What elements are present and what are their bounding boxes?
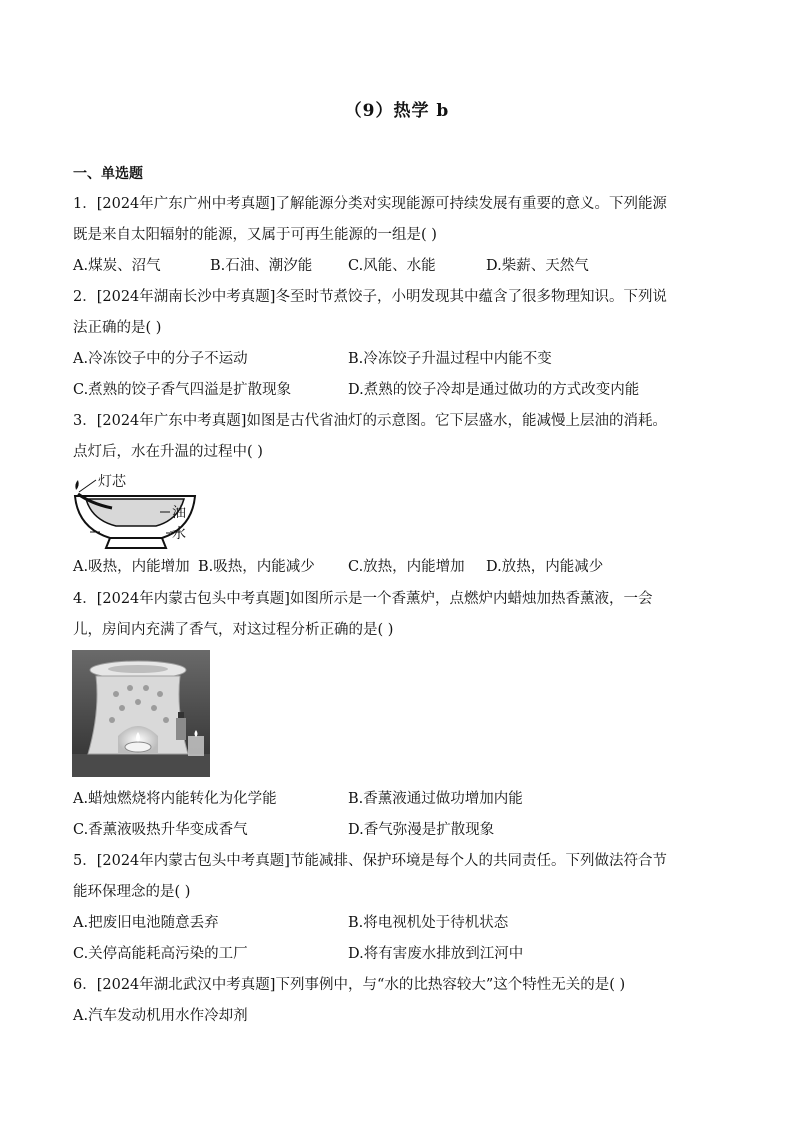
question-5-text-line-2: 能环保理念的是( )	[73, 884, 191, 900]
question-4-option-c: C.香薰液吸热升华变成香气	[73, 822, 248, 838]
question-2-text-line-1: 2．[2024年湖南长沙中考真题]冬至时节煮饺子，小明发现其中蕴含了很多物理知识。下列说	[73, 289, 667, 305]
section-title: 一、单选题	[73, 166, 143, 182]
question-2-text-line-2: 法正确的是( )	[73, 320, 162, 336]
question-2-option-d: D.煮熟的饺子冷却是通过做功的方式改变内能	[348, 382, 640, 398]
question-3-text-line-1: 3．[2024年广东中考真题]如图是古代省油灯的示意图。它下层盛水，能减慢上层油的消耗。	[73, 413, 667, 429]
question-5-option-c: C.关停高能耗高污染的工厂	[73, 946, 248, 962]
question-5-option-b: B.将电视机处于待机状态	[348, 915, 509, 931]
question-4-option-b: B.香薰液通过做功增加内能	[348, 791, 523, 807]
question-1-text-line-2: 既是来自太阳辐射的能源，又属于可再生能源的一组是( )	[73, 227, 437, 243]
question-3-option-b: B.吸热，内能减少	[198, 559, 315, 575]
question-5-text-line-1: 5．[2024年内蒙古包头中考真题]节能减排、保护环境是每个人的共同责任。下列做法符合节	[73, 853, 667, 869]
question-1-option-c: C.风能、水能	[348, 258, 436, 274]
question-6-text-line-1: 6．[2024年湖北武汉中考真题]下列事例中，与“水的比热容较大”这个特性无关的是( )	[73, 977, 626, 993]
question-1-option-d: D.柴薪、天然气	[486, 258, 589, 274]
question-2-option-b: B.冷冻饺子升温过程中内能不变	[348, 351, 552, 367]
oil-label: 油	[172, 505, 186, 521]
page-title: （9）热学 b	[344, 101, 450, 121]
question-3-option-a: A.吸热，内能增加	[73, 559, 190, 575]
question-1-option-b: B.石油、潮汐能	[210, 258, 313, 274]
wick-label: 灯芯	[98, 474, 126, 490]
question-3-option-d: D.放热，内能减少	[486, 559, 604, 575]
question-1-option-a: A.煤炭、沼气	[73, 258, 161, 274]
question-4-option-d: D.香气弥漫是扩散现象	[348, 822, 495, 838]
water-label: 水	[172, 526, 186, 542]
question-5-option-a: A.把废旧电池随意丢弃	[73, 915, 219, 931]
aroma-burner-photo	[72, 650, 210, 777]
question-3-option-c: C.放热，内能增加	[348, 559, 465, 575]
question-6-option-a: A.汽车发动机用水作冷却剂	[73, 1008, 248, 1024]
question-3-text-line-2: 点灯后，水在升温的过程中( )	[73, 444, 263, 460]
question-4-option-a: A.蜡烛燃烧将内能转化为化学能	[73, 791, 277, 807]
question-4-text-line-2: 儿，房间内充满了香气，对这过程分析正确的是( )	[73, 622, 394, 638]
question-4-text-line-1: 4．[2024年内蒙古包头中考真题]如图所示是一个香薰炉，点燃炉内蜡烛加热香薰液，一会	[73, 591, 653, 607]
question-2-option-a: A.冷冻饺子中的分子不运动	[73, 351, 248, 367]
question-1-text-line-1: 1．[2024年广东广州中考真题]了解能源分类对实现能源可持续发展有重要的意义。下列能源	[73, 196, 667, 212]
question-5-option-d: D.将有害废水排放到江河中	[348, 946, 524, 962]
question-2-option-c: C.煮熟的饺子香气四溢是扩散现象	[73, 382, 292, 398]
oil-lamp-diagram	[70, 470, 200, 554]
